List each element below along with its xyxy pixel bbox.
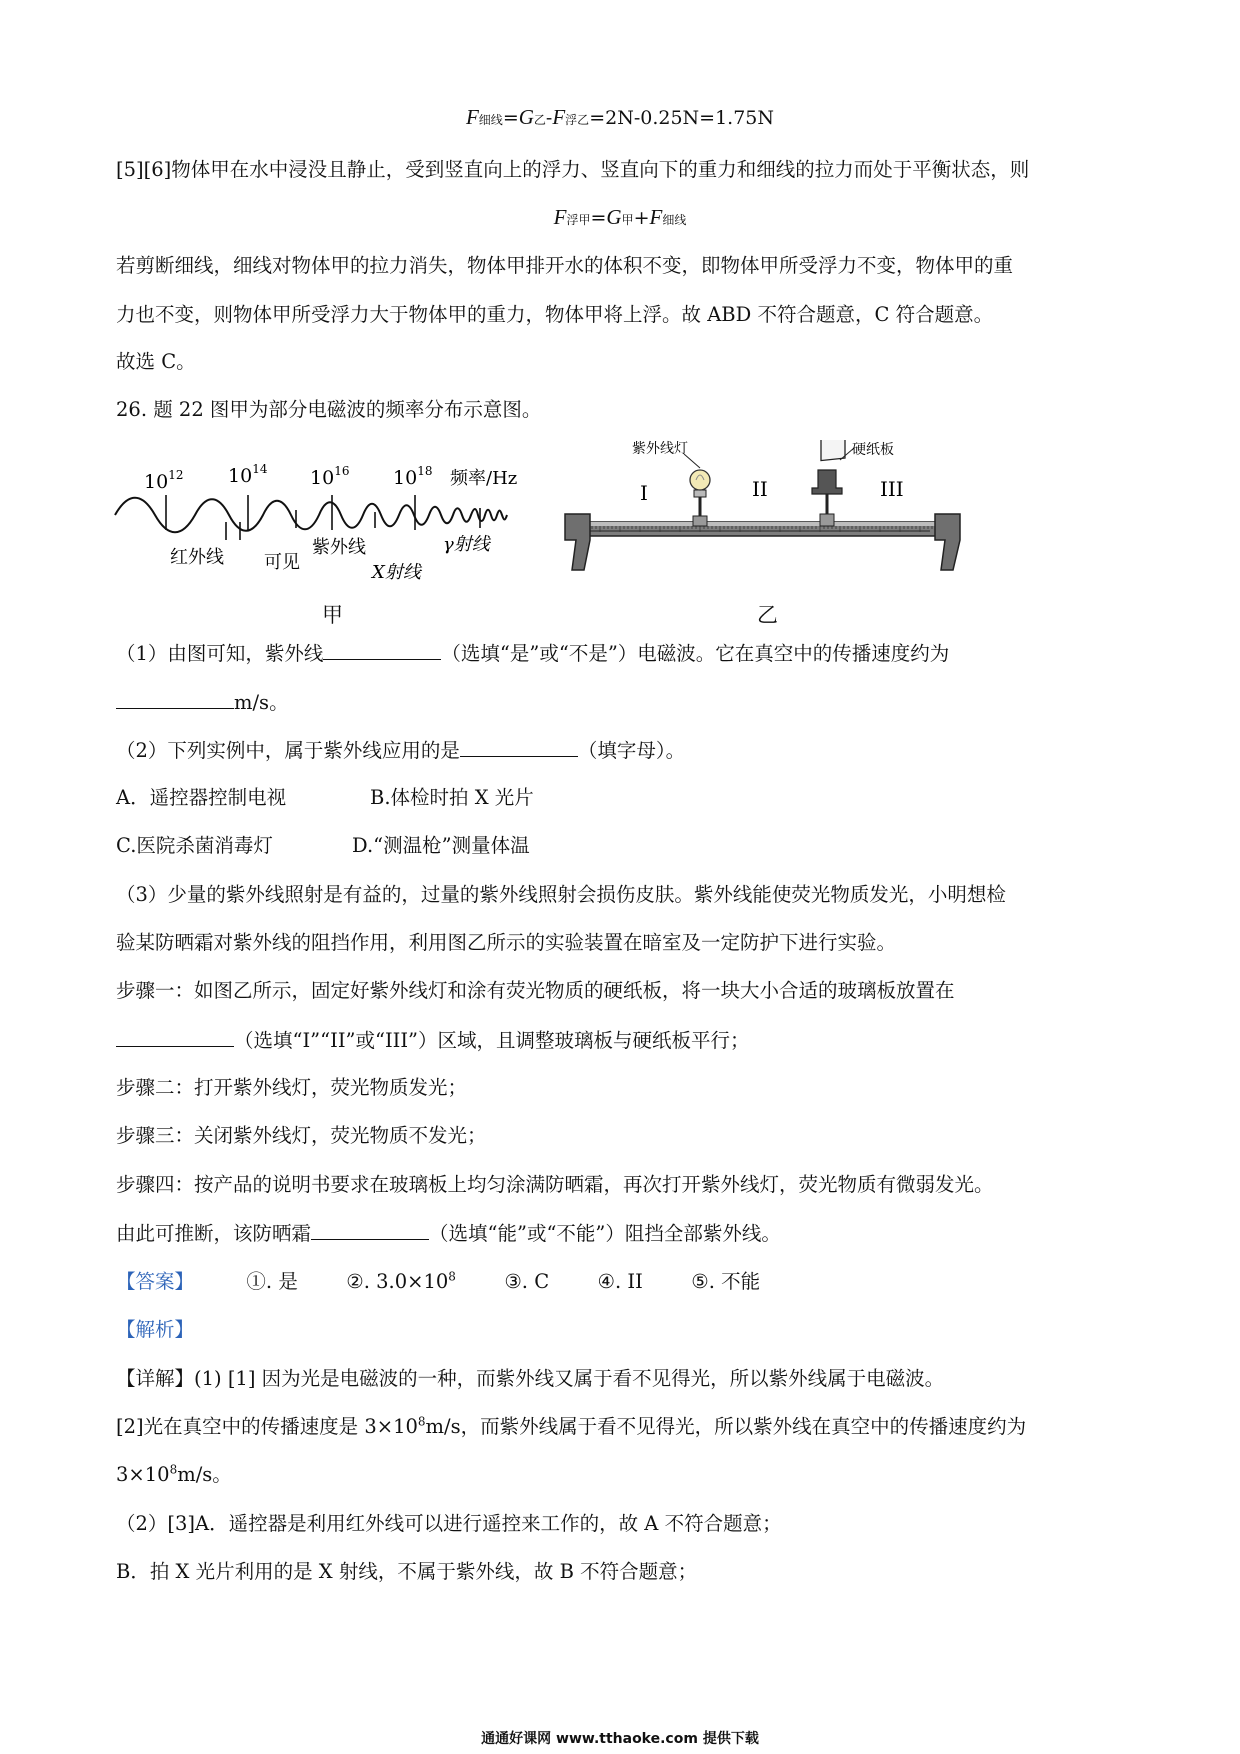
lamp-holder (693, 516, 707, 526)
answer-3: ③. C (504, 1270, 550, 1293)
figure-jia-spectrum (110, 450, 530, 585)
detail-4: （2）[3]A．遥控器是利用红外线可以进行遥控来工作的，故 A 不符合题意； (116, 1512, 782, 1535)
step-5: 由此可推断，该防晒霜 （选填“能”或“不能”）阻挡全部紫外线。 (116, 1222, 781, 1245)
label-visible: 可见 (264, 552, 300, 573)
question-title: 26. 题 22 图甲为部分电磁波的频率分布示意图。 (116, 398, 542, 421)
bench-stand-right (935, 514, 960, 570)
freq-label-14: $10^{14}$ (228, 462, 268, 487)
step-1: 步骤一：如图乙所示，固定好紫外线灯和涂有荧光物质的硬纸板，将一块大小合适的玻璃板放置在 (116, 979, 955, 1002)
step-3: 步骤三：关闭紫外线灯，荧光物质不发光； (116, 1124, 487, 1147)
freq-unit: 频率/Hz (450, 468, 518, 489)
figure-yi-bench (560, 440, 980, 580)
answer-label: 【答案】 (116, 1270, 195, 1293)
label-infrared: 红外线 (170, 547, 224, 568)
answer-blank[interactable] (116, 1030, 234, 1047)
step-4: 步骤四：按产品的说明书要求在玻璃板上均匀涂满防晒霜，再次打开紫外线灯，荧光物质有微弱发光。 (116, 1173, 994, 1196)
freq-label-16: $10^{16}$ (310, 464, 350, 489)
answer-4: ④. II (597, 1270, 643, 1293)
formula-buoyancy-balance: F浮甲=G甲+F细线 (553, 205, 687, 229)
uv-lamp-bulb (690, 470, 710, 490)
paragraph: 故选 C。 (116, 350, 196, 373)
caption-jia: 甲 (322, 603, 343, 627)
question-part-3: （3）少量的紫外线照射是有益的，过量的紫外线照射会损伤皮肤。紫外线能使荧光物质发光，小明想检 (116, 883, 1006, 906)
cardboard (821, 440, 845, 461)
formula-thread-tension: F细线=G乙-F浮乙=2N-0.25N=1.75N (465, 105, 775, 129)
answer-1: ①. 是 (246, 1270, 298, 1293)
footer-watermark: 通通好课网 www.tthaoke.com 提供下载 (481, 1731, 759, 1747)
freq-label-18: $10^{18}$ (393, 464, 433, 489)
step-1-cont: （选填“I”“II”或“III”）区域，且调整玻璃板与硬纸板平行； (116, 1030, 750, 1051)
option-b: B.体检时拍 X 光片 (370, 786, 534, 809)
detail-5: B．拍 X 光片利用的是 X 射线，不属于紫外线，故 B 不符合题意； (116, 1560, 698, 1583)
step-2: 步骤二：打开紫外线灯，荧光物质发光； (116, 1076, 468, 1099)
paragraph: [5][6]物体甲在水中浸没且静止，受到竖直向上的浮力、竖直向下的重力和细线的拉力而处于平衡状态，则 (116, 158, 1030, 181)
board-clamp (812, 470, 842, 494)
freq-label-12: $10^{12}$ (144, 468, 184, 493)
analysis-label: 【解析】 (116, 1318, 195, 1341)
option-c: C.医院杀菌消毒灯 (116, 834, 273, 857)
paragraph: 若剪断细线，细线对物体甲的拉力消失，物体甲排开水的体积不变，即物体甲所受浮力不变，物体甲的重 (116, 254, 1014, 277)
answer-blank[interactable] (323, 643, 441, 660)
region-III: III (880, 477, 904, 501)
detail-3: $3\times 10^8m/s$。 (116, 1462, 232, 1486)
option-d: D.“测温枪”测量体温 (352, 834, 530, 857)
answer-2: ②. $3.0\times 10^8$ (346, 1269, 456, 1293)
question-part-2: （2）下列实例中，属于紫外线应用的是 （填字母）。 (116, 739, 686, 762)
detail-1: 【详解】(1) [1] 因为光是电磁波的一种，而紫外线又属于看不见得光，所以紫外线属于电磁波。 (116, 1367, 945, 1390)
label-xray: X射线 (372, 562, 421, 583)
label-cardboard: 硬纸板 (852, 442, 894, 458)
answer-blank[interactable] (311, 1223, 429, 1240)
bench-stand-left (565, 514, 590, 570)
question-part-1-cont: m/s。 (116, 692, 289, 713)
question-part-3-cont: 验某防晒霜对紫外线的阻挡作用，利用图乙所示的实验装置在暗室及一定防护下进行实验。 (116, 931, 897, 954)
answer-line (116, 1269, 761, 1293)
question-part-1: （1）由图可知，紫外线 （选填“是”或“不是”）电磁波。它在真空中的传播速度约为 (116, 642, 950, 665)
label-uv: 紫外线 (312, 537, 366, 558)
answer-blank[interactable] (460, 740, 578, 757)
answer-blank[interactable] (116, 692, 234, 709)
board-holder (820, 514, 834, 526)
region-I: I (640, 481, 648, 505)
wave-line (115, 498, 507, 533)
paragraph: 力也不变，则物体甲所受浮力大于物体甲的重力，物体甲将上浮。故 ABD 不符合题意，C 符合题意。 (116, 303, 994, 326)
region-II: II (752, 477, 768, 501)
caption-yi: 乙 (757, 603, 778, 627)
label-uv-lamp: 紫外线灯 (632, 441, 688, 457)
detail-2: [2]光在真空中的传播速度是 $3\times 10^8m/s$，而紫外线属于看不见得光，所以紫外线在真空中的传播速度约为 (116, 1414, 1027, 1438)
answer-5: ⑤. 不能 (691, 1270, 761, 1293)
option-a: A．遥控器控制电视 (116, 786, 287, 809)
label-gamma: γ射线 (443, 534, 490, 555)
